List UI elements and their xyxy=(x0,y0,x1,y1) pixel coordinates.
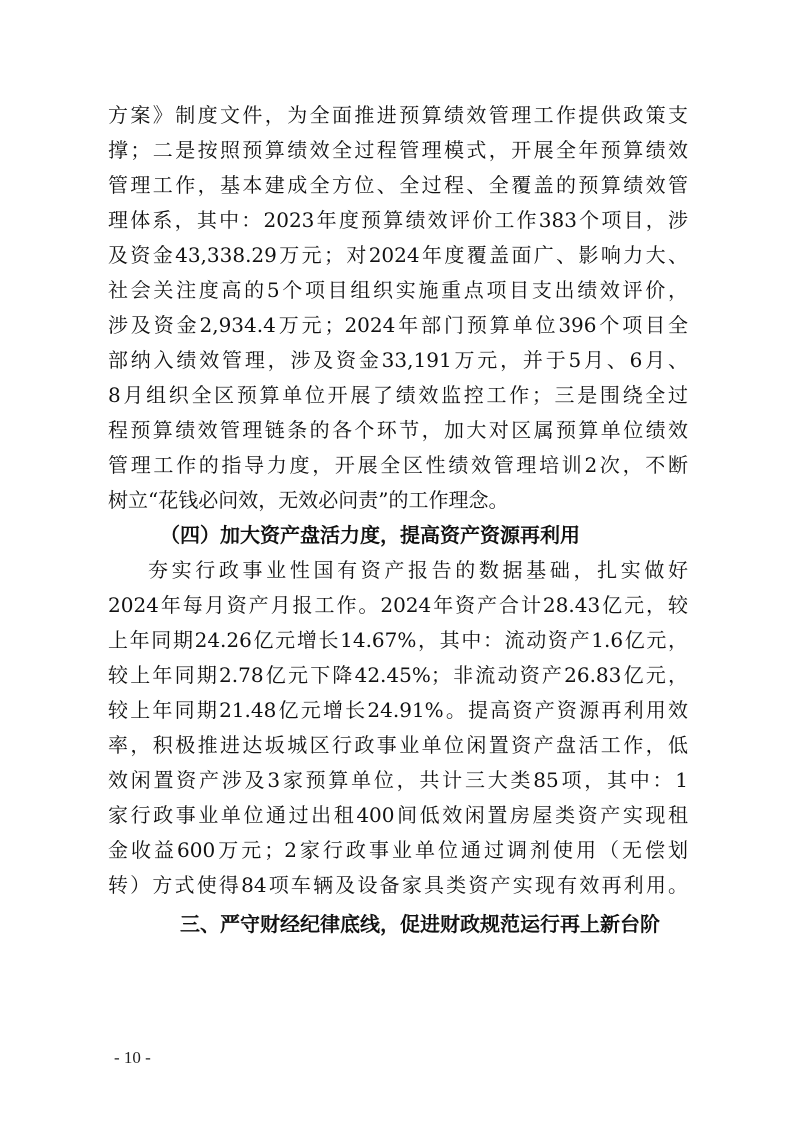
text-line: 管理工作，基本建成全方位、全过程、全覆盖的预算绩效管 xyxy=(108,173,688,197)
text-line: 理体系，其中：2023年度预算绩效评价工作383个项目，涉 xyxy=(108,208,688,232)
text-line: 家行政事业单位通过出租400间低效闲置房屋类资产实现租 xyxy=(108,803,688,827)
text-line: 较上年同期21.48亿元增长24.91%。提高资产资源再利用效 xyxy=(108,698,688,722)
text-line: 撑；二是按照预算绩效全过程管理模式，开展全年预算绩效 xyxy=(108,138,688,162)
body-text xyxy=(108,98,688,942)
text-line: 管理工作的指导力度，开展全区性绩效管理培训2次，不断 xyxy=(108,453,688,477)
text-line: 金收益600万元；2家行政事业单位通过调剂使用（无偿划 xyxy=(108,838,688,862)
text-line: 涉及资金2,934.4万元；2024年部门预算单位396个项目全 xyxy=(108,313,688,337)
text-line: 8月组织全区预算单位开展了绩效监控工作；三是围绕全过 xyxy=(108,383,688,407)
text-line: 上年同期24.26亿元增长14.67%，其中：流动资产1.6亿元， xyxy=(108,628,688,652)
text-line: 效闲置资产涉及3家预算单位，共计三大类85项，其中：1 xyxy=(108,768,688,792)
text-line: 较上年同期2.78亿元下降42.45%；非流动资产26.83亿元， xyxy=(108,663,688,687)
text-line: 社会关注度高的5个项目组织实施重点项目支出绩效评价， xyxy=(108,278,688,302)
text-line: 2024年每月资产月报工作。2024年资产合计28.43亿元，较 xyxy=(108,593,688,617)
text-line: 转）方式使得84项车辆及设备家具类资产实现有效再利用。 xyxy=(108,873,688,897)
section-heading: 三、严守财经纪律底线，促进财政规范运行再上新台阶 xyxy=(180,912,660,936)
text-line: 方案》制度文件，为全面推进预算绩效管理工作提供政策支 xyxy=(108,103,688,127)
text-line: 树立“花钱必问效，无效必问责”的工作理念。 xyxy=(108,488,509,512)
text-line: 及资金43,338.29万元；对2024年度覆盖面广、影响力大、 xyxy=(108,243,688,267)
text-line: 夯实行政事业性国有资产报告的数据基础，扎实做好 xyxy=(148,558,688,582)
text-line: 部纳入绩效管理，涉及资金33,191万元，并于5月、6月、 xyxy=(108,348,688,372)
text-line: 率，积极推进达坂城区行政事业单位闲置资产盘活工作，低 xyxy=(108,733,688,757)
page-number: - 10 - xyxy=(114,1048,151,1067)
section-subheading: （四）加大资产盘活力度，提高资产资源再利用 xyxy=(160,523,580,547)
text-line: 程预算绩效管理链条的各个环节，加大对区属预算单位绩效 xyxy=(108,418,688,442)
